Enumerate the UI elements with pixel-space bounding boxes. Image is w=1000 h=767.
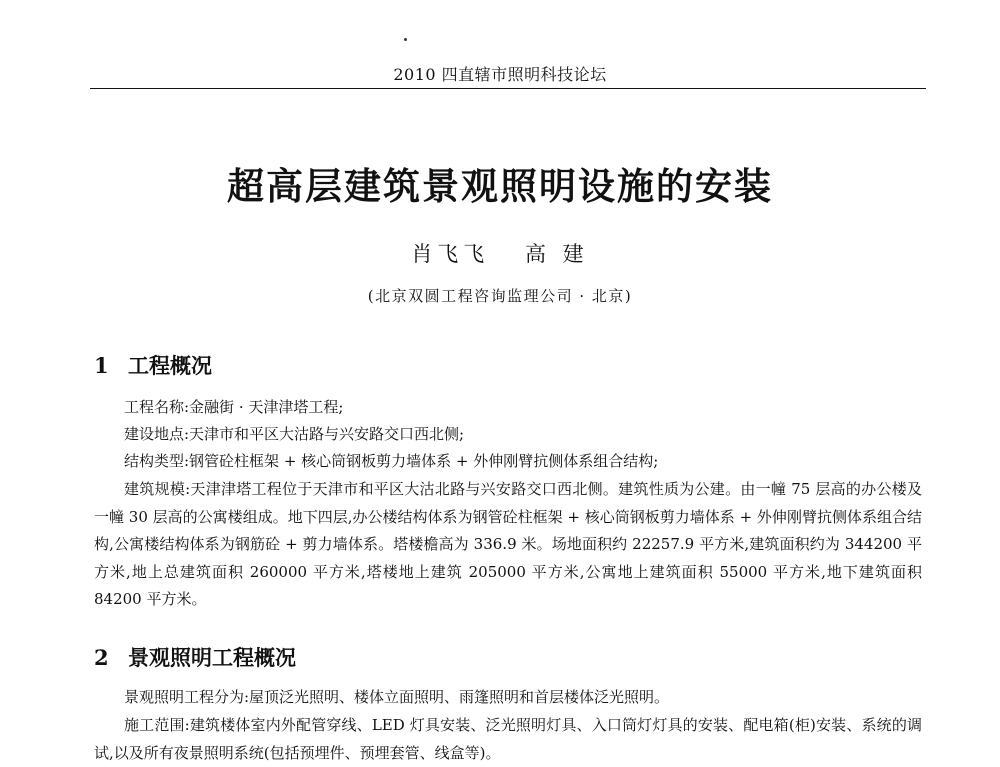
paragraph-scale: 建筑规模:天津津塔工程位于天津市和平区大沽北路与兴安路交口西北侧。建筑性质为公建。由一幢 75 层高的办公楼及一幢 30 层高的公寓楼组成。地下四层,办公楼结构体系为钢管砼柱框架 + 核心筒钢板剪力墙体系 + 外伸刚臂抗侧体系组合结构,公寓楼结构体系为钢筋砼 + 剪力墙体系。塔楼檐高为 336.9 米。场地面积约 22257.9 平方米,建筑面积约为 344200 平方米,地上总建筑面积 260000 平方米,塔楼地上建筑 205000 平方米,公寓地上建筑面积 55000 平方米,地下建筑面积 84200 平方米。 [94, 480, 922, 608]
paragraph-project-name: 工程名称:金融街 · 天津津塔工程; [124, 398, 344, 416]
running-header: 2010 四直辖市照明科技论坛 [393, 65, 607, 84]
author-list [0, 238, 1000, 268]
section-title: 工程概况 [128, 354, 212, 378]
section-title: 景观照明工程概况 [128, 646, 296, 670]
section-heading [94, 350, 212, 380]
paragraph-construction-scope: 施工范围:建筑楼体室内外配管穿线、LED 灯具安装、泛光照明灯具、入口筒灯灯具的安装、配电箱(柜)安装、系统的调试,以及所有夜景照明系统(包括预埋件、预埋套管、线盒等)。 [94, 716, 922, 762]
affiliation: (北京双圆工程咨询监理公司 · 北京) [367, 287, 633, 305]
paragraph-location: 建设地点:天津市和平区大沽路与兴安路交口西北侧; [124, 425, 465, 443]
paragraph-lighting-parts: 景观照明工程分为:屋顶泛光照明、楼体立面照明、雨篷照明和首层楼体泛光照明。 [124, 688, 670, 706]
author-name: 肖飞飞 [411, 242, 490, 266]
paragraph-structure: 结构类型:钢管砼柱框架 + 核心筒钢板剪力墙体系 + 外伸刚臂抗侧体系组合结构; [124, 452, 659, 470]
section-number: 2 [94, 645, 109, 670]
header-rule [90, 88, 926, 89]
section-heading [94, 642, 296, 672]
scan-dot [404, 38, 407, 41]
paper-title: 超高层建筑景观照明设施的安装 [227, 165, 773, 208]
section-number: 1 [94, 353, 109, 378]
author-name: 高 建 [525, 242, 589, 266]
